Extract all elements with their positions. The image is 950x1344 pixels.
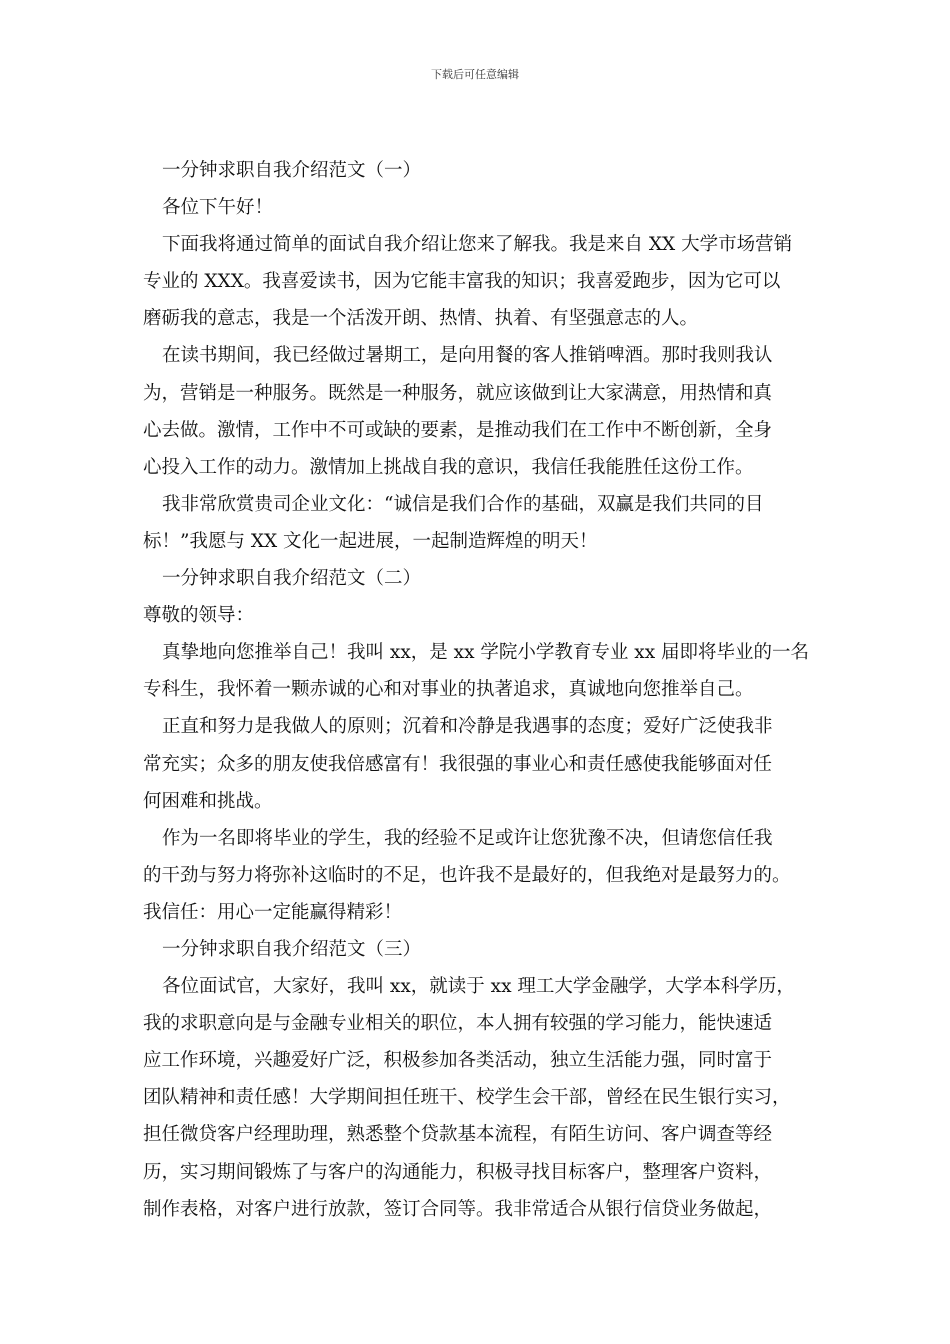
document-line: 历，实习期间锻炼了与客户的沟通能力，积极寻找目标客户，整理客户资料，: [143, 1161, 773, 1183]
document-line: 心投入工作的动力。激情加上挑战自我的意识，我信任我能胜任这份工作。: [143, 456, 754, 478]
document-line: 的干劲与努力将弥补这临时的不足，也许我不是最好的，但我绝对是最努力的。: [143, 864, 791, 886]
document-line: 尊敬的领导：: [143, 605, 255, 627]
document-line: 应工作环境，兴趣爱好广泛，积极参加各类活动，独立生活能力强，同时富于: [143, 1050, 773, 1072]
document-line: 一分钟求职自我介绍范文（二）: [162, 568, 422, 590]
document-line: 我的求职意向是与金融专业相关的职位，本人拥有较强的学习能力，能快速适: [143, 1013, 773, 1035]
document-line: 各位面试官，大家好，我叫 xx，就读于 xx 理工大学金融学，大学本科学历，: [162, 976, 795, 998]
document-line: 各位下午好！: [162, 197, 274, 219]
document-line: 常充实；众多的朋友使我倍感富有！我很强的事业心和责任感使我能够面对任: [143, 753, 773, 775]
document-line: 磨砺我的意志，我是一个活泼开朗、热情、执着、有坚强意志的人。: [143, 308, 699, 330]
document-line: 下面我将通过简单的面试自我介绍让您来了解我。我是来自 XX 大学市场营销: [162, 234, 793, 256]
page-header: 下载后可任意编辑: [431, 68, 519, 81]
document-line: 一分钟求职自我介绍范文（一）: [162, 160, 422, 181]
document-line: 何困难和挑战。: [143, 790, 273, 812]
document-line: 我非常欣赏贵司企业文化：“诚信是我们合作的基础，双赢是我们共同的目: [162, 493, 764, 515]
document-line: 心去做。激情，工作中不可或缺的要素，是推动我们在工作中不断创新，全身: [143, 419, 773, 441]
document-body: [143, 152, 811, 1228]
document-line: 作为一名即将毕业的学生，我的经验不足或许让您犹豫不决，但请您信任我: [162, 827, 773, 849]
document-line: 真挚地向您推举自己！我叫 xx，是 xx 学院小学教育专业 xx 届即将毕业的一名: [162, 642, 810, 664]
document-line: 在读书期间，我已经做过暑期工，是向用餐的客人推销啤酒。那时我则我认: [162, 345, 773, 367]
document-line: 团队精神和责任感！大学期间担任班干、校学生会干部，曾经在民生银行实习，: [143, 1087, 791, 1109]
document-line: 标！”我愿与 XX 文化一起进展，一起制造辉煌的明天！: [143, 530, 598, 552]
document-line: 为，营销是一种服务。既然是一种服务，就应该做到让大家满意，用热情和真: [143, 382, 773, 404]
document-line: 正直和努力是我做人的原则；沉着和冷静是我遇事的态度；爱好广泛使我非: [162, 716, 773, 738]
document-line: 专业的 XXX。我喜爱读书，因为它能丰富我的知识；我喜爱跑步，因为它可以: [143, 271, 781, 293]
document-line: 担任微贷客户经理助理，熟悉整个贷款基本流程，有陌生访问、客户调查等经: [143, 1124, 773, 1146]
document-line: 我信任：用心一定能赢得精彩！: [143, 901, 403, 923]
document-line: 专科生，我怀着一颗赤诚的心和对事业的执著追求，真诚地向您推举自己。: [143, 679, 754, 701]
document-line: 一分钟求职自我介绍范文（三）: [162, 938, 422, 960]
document-line: 制作表格，对客户进行放款，签订合同等。我非常适合从银行信贷业务做起，: [143, 1198, 773, 1220]
